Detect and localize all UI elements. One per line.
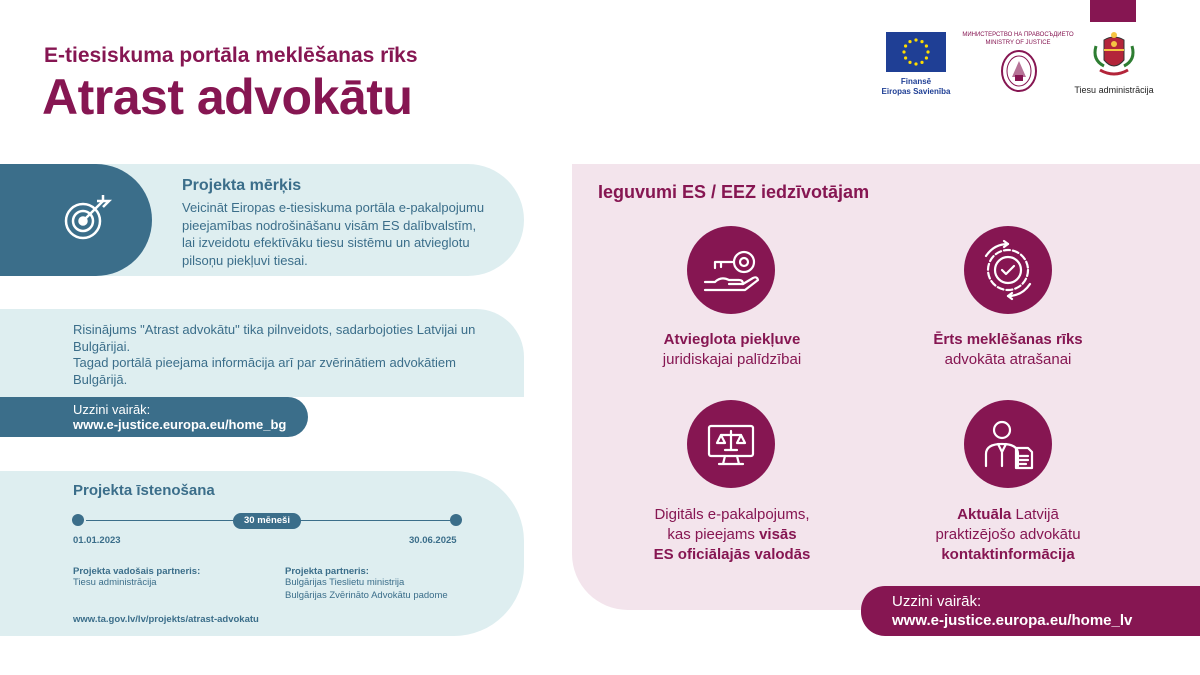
benefit-1-detail: juridiskajai palīdzībai bbox=[662, 351, 802, 368]
lead-partner: Tiesu administrācija bbox=[73, 577, 157, 588]
benefit-4-line3: kontaktinformācija bbox=[941, 546, 1075, 563]
goal-heading: Projekta mērķis bbox=[182, 177, 302, 194]
timeline-end-date: 30.06.2025 bbox=[409, 535, 457, 546]
moj-seal-logo bbox=[1000, 49, 1038, 93]
benefit-4-line2: praktizējošo advokātu bbox=[935, 526, 1081, 543]
benefits-heading: Ieguvumi ES / EEZ iedzīvotājam bbox=[598, 182, 870, 202]
page-title: Atrast advokātu bbox=[42, 69, 413, 125]
cta-url[interactable]: www.e-justice.europa.eu/home_lv bbox=[892, 612, 1133, 629]
top-accent-bar bbox=[1090, 0, 1136, 22]
benefit-3-line2: kas pieejams bbox=[667, 526, 760, 543]
gear-check-icon bbox=[964, 226, 1052, 314]
partner-2: Bulgārijas Zvērināto Advokātu padome bbox=[285, 590, 448, 601]
benefit-2-detail: advokāta atrašanai bbox=[944, 351, 1072, 368]
page-subtitle: E-tiesiskuma portāla meklēšanas rīks bbox=[44, 44, 418, 67]
info-line1: Risinājums "Atrast advokātu" tika pilnveidots, sadarbojoties Latvijai un Bulgārijai. bbox=[73, 322, 476, 354]
benefit-4-line1: Latvijā bbox=[1011, 506, 1059, 523]
lead-partner-label: Projekta vadošais partneris: bbox=[73, 566, 201, 577]
benefit-1-text bbox=[612, 330, 852, 370]
benefit-2-text bbox=[888, 330, 1128, 370]
benefit-4-line1-bold: Aktuāla bbox=[957, 506, 1012, 523]
eu-funding-caption bbox=[870, 77, 962, 97]
eu-caption-line1: Finansē bbox=[900, 77, 932, 86]
benefit-3-line3: ES oficiālajās valodās bbox=[653, 546, 811, 563]
info-line2: Tagad portālā pieejama informācija arī par zvērinātiem advokātiem Bulgārijā. bbox=[73, 355, 456, 387]
cta-label: Uzzini vairāk: bbox=[892, 593, 982, 610]
eu-flag-logo bbox=[886, 32, 946, 72]
implementation-url[interactable]: www.ta.gov.lv/lv/projekts/atrast-advokatu bbox=[73, 614, 259, 625]
info-link-url[interactable]: www.e-justice.europa.eu/home_bg bbox=[73, 417, 287, 432]
benefit-3-line2-bold: visās bbox=[759, 526, 797, 543]
benefit-3-text bbox=[612, 505, 852, 565]
ta-caption: Tiesu administrācija bbox=[1074, 85, 1154, 95]
goal-text: Veicināt Eiropas e-tiesiskuma portāla e-pakalpojumu pieejamības nodrošināšanu visām ES dalībvalstīm, lai izveidotu efektīvāku tiesu sistēmu un atvieglotu pilsoņu piekļuvi tiesai. bbox=[182, 200, 485, 268]
partner-1: Bulgārijas Tieslietu ministrija bbox=[285, 577, 405, 588]
benefit-1-bold: Atvieglota piekļuve bbox=[663, 331, 801, 348]
timeline-end-dot bbox=[450, 514, 462, 526]
implementation-heading: Projekta īstenošana bbox=[73, 482, 215, 499]
target-icon bbox=[61, 191, 113, 243]
benefit-2-bold: Ērts meklēšanas rīks bbox=[933, 331, 1083, 348]
partners-label: Projekta partneris: bbox=[285, 566, 369, 577]
moj-caption-line1: МИНИСТЕРСТВО НА ПРАВОСЪДИЕТО bbox=[962, 32, 1074, 38]
info-text bbox=[73, 322, 493, 388]
lawyer-document-icon bbox=[964, 400, 1052, 488]
benefit-4-text bbox=[888, 505, 1128, 565]
info-link-label: Uzzini vairāk: bbox=[73, 402, 151, 417]
key-hand-icon bbox=[687, 226, 775, 314]
timeline-start-dot bbox=[72, 514, 84, 526]
latvia-coat-of-arms-logo bbox=[1090, 30, 1138, 82]
eu-caption-line2: Eiropas Savienība bbox=[881, 87, 951, 96]
timeline-duration-badge: 30 mēneši bbox=[233, 513, 301, 529]
moj-caption bbox=[962, 31, 1074, 47]
timeline-start-date: 01.01.2023 bbox=[73, 535, 121, 546]
scales-monitor-icon bbox=[687, 400, 775, 488]
moj-caption-line2: MINISTRY OF JUSTICE bbox=[985, 40, 1051, 46]
benefit-3-line1: Digitāls e-pakalpojums, bbox=[654, 506, 810, 523]
